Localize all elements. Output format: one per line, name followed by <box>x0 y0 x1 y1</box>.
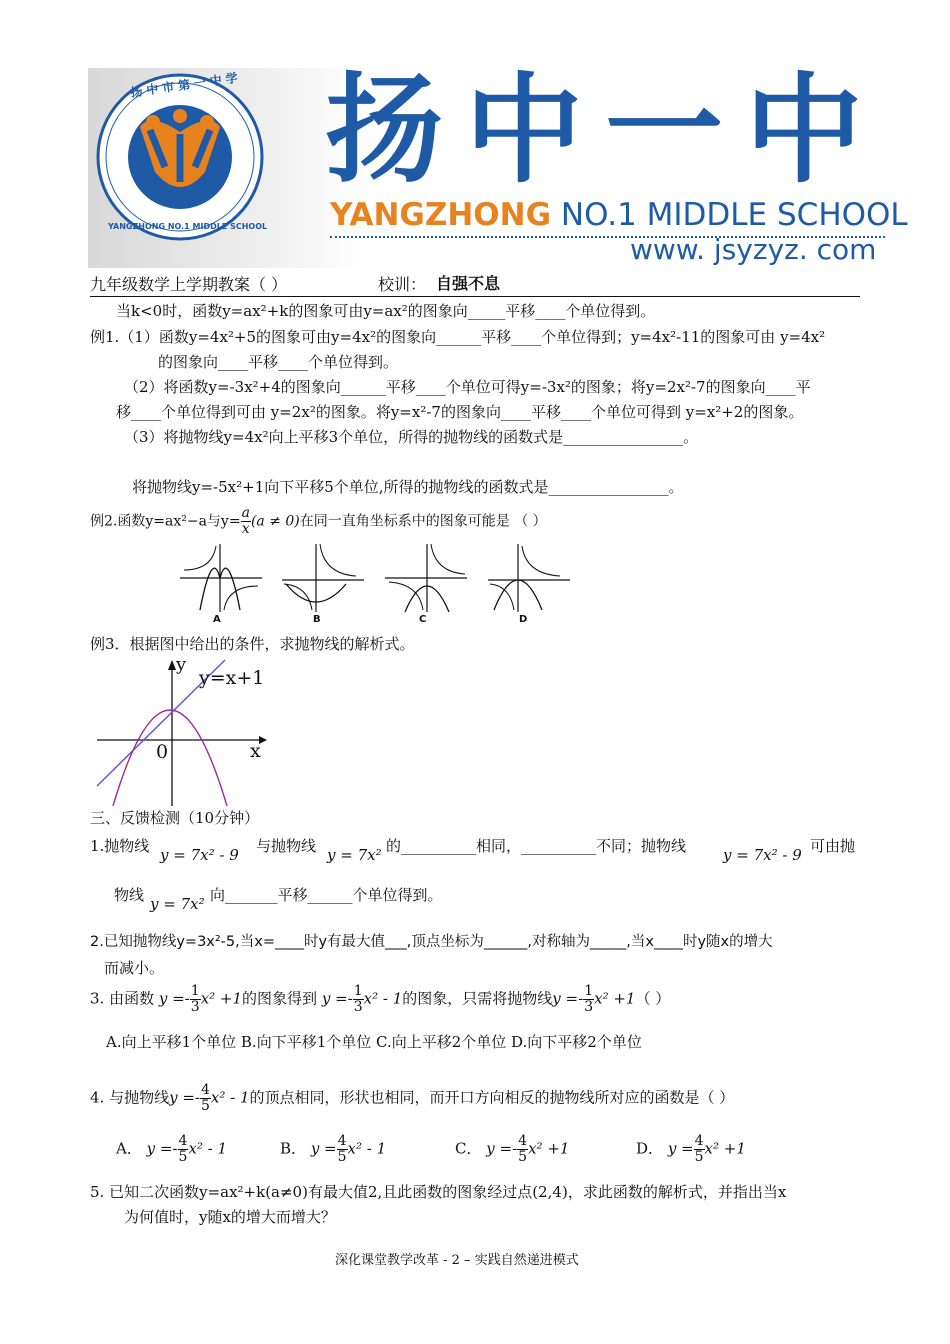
q3-x2: x² - 1 <box>363 989 403 1008</box>
q4-A-den: 5 <box>178 1149 188 1165</box>
q3-y1: y =- <box>158 989 190 1008</box>
emblem-en: YANGZHONG NO.1 MIDDLE SCHOOL <box>108 222 268 231</box>
q4-B-den: 5 <box>337 1149 347 1165</box>
q3-b: 的图象得到 <box>242 989 318 1008</box>
motto-label: 校训： <box>378 275 427 294</box>
motto: 自强不息 <box>436 274 501 293</box>
q4-y: y =- <box>169 1088 200 1107</box>
q3-options: A.向上平移1个单位 B.向下平移1个单位 C.向上平移2个单位 D.向下平移2个单位 <box>106 1033 642 1051</box>
example1-d: 将抛物线y=-5x²+1向下平移5个单位,所得的抛物线的函数式是________________。 <box>132 478 684 496</box>
q3-f1-num: 1 <box>190 983 200 999</box>
section3-heading: 三、反馈检测（10分钟） <box>90 809 260 827</box>
graph-y-label: y <box>176 654 187 675</box>
q4-option-b <box>280 1134 386 1165</box>
page-footer: 深化课堂教学改革 - 2 – 实践自然递进模式 <box>335 1253 579 1268</box>
q4-B-label: B． <box>280 1139 307 1158</box>
q4-a: 4. 与抛物线 <box>90 1088 170 1107</box>
example2-post: 在同一直角坐标系中的图象可能是 （ ） <box>299 513 547 530</box>
q4-D-y: y = <box>667 1139 694 1158</box>
emblem-text: 扬中市第一中学 <box>129 70 243 100</box>
example2-pre: 例2.函数y=ax²−a与y= <box>90 513 241 530</box>
example2-frac-den: x <box>241 521 250 537</box>
choice-label-d: D <box>519 614 528 625</box>
q3-y3: y =- <box>552 989 584 1008</box>
q4-B-y: y = <box>310 1139 337 1158</box>
example1-a: 例1.（1）函数y=4x²+5的图象可由y=4x²的图象向______平移____个单位得到；y=4x²-11的图象可由 y=4x² <box>90 328 826 346</box>
q4-option-c <box>455 1134 569 1165</box>
en-title-orange: YANGZHONG <box>330 197 552 233</box>
q4-D-den: 5 <box>694 1149 704 1165</box>
q1-formula3: y = 7x² - 9 <box>723 846 802 864</box>
q4-C-y: y =- <box>486 1139 518 1158</box>
q4-A-num: 4 <box>178 1133 188 1149</box>
q1-a: 1.抛物线 <box>90 837 150 855</box>
q1-d: 可由抛 <box>810 837 856 855</box>
q4-D-x: x² +1 <box>704 1139 746 1158</box>
q3-x1: x² +1 <box>200 989 243 1008</box>
example2-graph-d <box>486 540 572 612</box>
example2-graph-a <box>178 540 264 612</box>
example1-b2: 移____个单位得到可由 y=2x²的图象。将y=x²-7的图象向____平移____个单位可得到 y=x²+2的图象。 <box>116 403 804 421</box>
q3-f3-num: 1 <box>584 983 594 999</box>
q4-b: 的顶点相同，形状也相同，而开口方向相反的抛物线所对应的函数是（ ） <box>249 1088 735 1107</box>
example2-cond: (a ≠ 0) <box>250 513 300 530</box>
q3-y2: y =- <box>321 989 353 1008</box>
example3: 例3．根据图中给出的条件，求抛物线的解析式。 <box>90 635 415 653</box>
q3-f2-den: 3 <box>353 999 363 1015</box>
q4-C-x: x² +1 <box>528 1139 570 1158</box>
q5-a: 5. 已知二次函数y=ax²+k(a≠0)有最大值2,且此函数的图象经过点(2,4)，求此函数的解析式，并指出当x <box>90 1183 787 1201</box>
q1-e: 物线 <box>114 886 145 904</box>
q3 <box>90 984 670 1015</box>
q5-b: 为何值时，y随x的增大而增大？ <box>124 1208 336 1226</box>
q3-f1-den: 3 <box>190 999 200 1015</box>
example1-a2: 的图象向____平移____个单位得到。 <box>158 353 399 371</box>
choice-label-b: B <box>313 614 321 625</box>
q4-x: x² - 1 <box>210 1088 250 1107</box>
q4-D-num: 4 <box>694 1133 704 1149</box>
q4-f-den: 5 <box>200 1098 210 1114</box>
q4-D-label: D． <box>636 1139 664 1158</box>
q4-A-label: A． <box>116 1139 142 1158</box>
graph-x-label: x <box>250 740 261 762</box>
q1-formula4: y = 7x² <box>150 895 205 913</box>
q1-b: 与抛物线 <box>256 837 317 855</box>
course-title: 九年级数学上学期教案（ ） <box>90 275 288 294</box>
line-k-neg: 当k<0时，函数y=ax²+k的图象可由y=ax²的图象向_____平移____个单位得到。 <box>116 302 656 320</box>
example2-frac-num: a <box>241 505 250 521</box>
q3-d: （ ） <box>635 989 671 1008</box>
example1-b: （2）将函数y=-3x²+4的图象向______平移____个单位可得y=-3x²的图象；将y=2x²-7的图象向____平 <box>124 378 811 396</box>
example2-graph-c <box>383 540 469 612</box>
graph-line-label: y=x+1 <box>199 667 265 689</box>
en-title <box>330 195 908 235</box>
q3-f3-den: 3 <box>584 999 594 1015</box>
q4-A-y: y =- <box>146 1139 178 1158</box>
choice-label-c: C <box>419 614 427 625</box>
big-title: 扬中一中 <box>325 61 886 199</box>
example1-c: （3）将抛物线y=4x²向上平移3个单位，所得的抛物线的函数式是________________。 <box>124 428 699 446</box>
q3-a: 3. 由函数 <box>90 989 155 1008</box>
q4-A-x: x² - 1 <box>188 1139 228 1158</box>
example2-graph-b <box>280 540 366 612</box>
q4-f-num: 4 <box>200 1082 210 1098</box>
en-title-blue: NO.1 MIDDLE SCHOOL <box>560 197 908 233</box>
q4-B-num: 4 <box>337 1133 347 1149</box>
title-line <box>90 270 860 297</box>
q3-c: 的图象，只需将抛物线 <box>402 989 553 1008</box>
q4 <box>90 1083 734 1114</box>
q1-c: 的__________相同，__________不同；抛物线 <box>386 837 687 855</box>
q1-g: 向_______平移______个单位得到。 <box>210 886 443 904</box>
q3-x3: x² +1 <box>594 989 636 1008</box>
school-url: www. jsyzyz. com <box>630 233 877 266</box>
q4-C-label: C． <box>455 1139 482 1158</box>
q4-option-d <box>636 1134 746 1165</box>
q4-C-num: 4 <box>518 1133 528 1149</box>
graph-origin-label: 0 <box>156 741 169 763</box>
q4-C-den: 5 <box>518 1149 528 1165</box>
q1-formula1: y = 7x² - 9 <box>160 846 239 864</box>
q3-f2-num: 1 <box>353 983 363 999</box>
q1-formula2: y = 7x² <box>327 846 382 864</box>
q2-b: 而减小。 <box>104 959 165 977</box>
q4-B-x: x² - 1 <box>347 1139 387 1158</box>
choice-label-a: A <box>213 614 221 625</box>
school-emblem <box>95 72 268 242</box>
example2 <box>90 506 547 537</box>
q4-option-a <box>116 1134 227 1165</box>
q2-a: 2.已知抛物线y=3x²-5,当x=____时y有最大值___,顶点坐标为______,对称轴为_____,当x____时y随x的增大 <box>90 934 773 950</box>
